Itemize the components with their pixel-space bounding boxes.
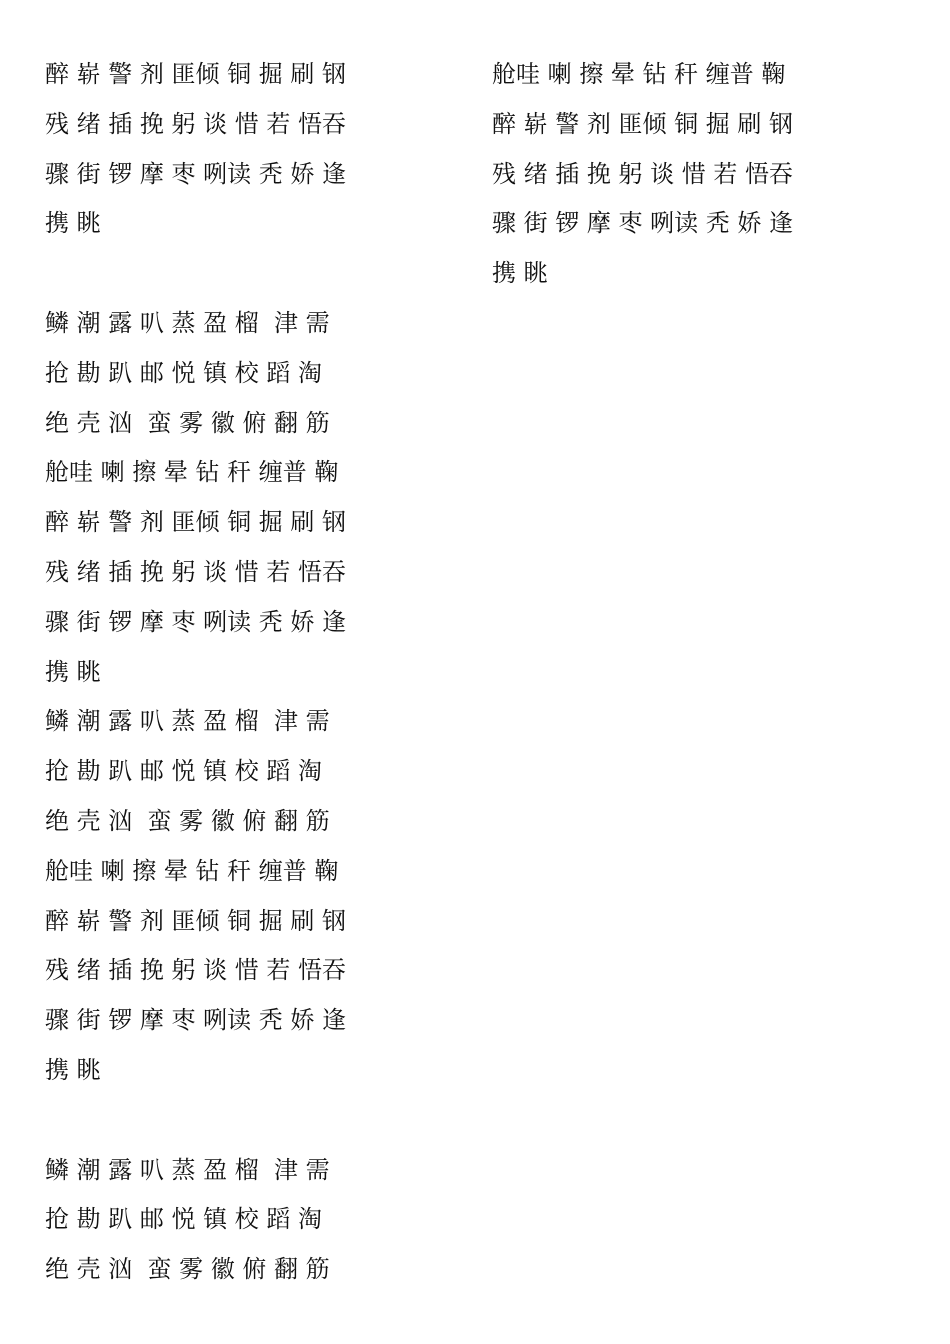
text-line: 抢 勘 趴 邮 悦 镇 校 蹈 淘 (45, 757, 323, 786)
text-line: 骤 街 锣 摩 枣 咧读 秃 娇 逢 (45, 159, 347, 188)
text-line: 残 绪 插 挽 躬 谈 惜 若 悟吞 (492, 159, 794, 188)
text-line: 舱哇 喇 擦 晕 钻 秆 缠普 鞠 (45, 856, 339, 885)
text-line: 醉 崭 警 剂 匪倾 铜 掘 刷 钢 (45, 508, 347, 537)
text-line: 鳞 潮 露 叭 蒸 盈 榴 津 需 (45, 707, 330, 736)
text-line: 残 绪 插 挽 躬 谈 惜 若 悟吞 (45, 956, 347, 985)
text-line: 抢 勘 趴 邮 悦 镇 校 蹈 淘 (45, 1205, 323, 1234)
text-line: 骤 街 锣 摩 枣 咧读 秃 娇 逢 (492, 209, 794, 238)
text-line: 携 眺 (45, 1055, 101, 1084)
text-line: 残 绪 插 挽 躬 谈 惜 若 悟吞 (45, 109, 347, 138)
left-text-column (45, 50, 463, 1295)
text-line: 残 绪 插 挽 躬 谈 惜 若 悟吞 (45, 557, 347, 586)
text-line: 携 眺 (45, 209, 101, 238)
text-line: 骤 街 锣 摩 枣 咧读 秃 娇 逢 (45, 1006, 347, 1035)
text-line: 绝 壳 汹 蛮 雾 徽 俯 翻 筋 (45, 408, 330, 437)
text-line: 绝 壳 汹 蛮 雾 徽 俯 翻 筋 (45, 1255, 330, 1284)
blank-line (45, 1096, 463, 1146)
blank-line (45, 249, 463, 299)
right-text-column (492, 50, 910, 299)
text-line: 携 眺 (45, 657, 101, 686)
text-line: 醉 崭 警 剂 匪倾 铜 掘 刷 钢 (45, 906, 347, 935)
text-line: 绝 壳 汹 蛮 雾 徽 俯 翻 筋 (45, 806, 330, 835)
text-line: 携 眺 (492, 259, 548, 288)
text-line: 舱哇 喇 擦 晕 钻 秆 缠普 鞠 (45, 458, 339, 487)
text-line: 抢 勘 趴 邮 悦 镇 校 蹈 淘 (45, 358, 323, 387)
text-line: 舱哇 喇 擦 晕 钻 秆 缠普 鞠 (492, 60, 786, 88)
text-line: 鳞 潮 露 叭 蒸 盈 榴 津 需 (45, 308, 330, 337)
text-line: 骤 街 锣 摩 枣 咧读 秃 娇 逢 (45, 607, 347, 636)
text-line: 醉 崭 警 剂 匪倾 铜 掘 刷 钢 (45, 60, 347, 88)
text-line: 鳞 潮 露 叭 蒸 盈 榴 津 需 (45, 1155, 330, 1184)
text-line: 醉 崭 警 剂 匪倾 铜 掘 刷 钢 (492, 109, 794, 138)
